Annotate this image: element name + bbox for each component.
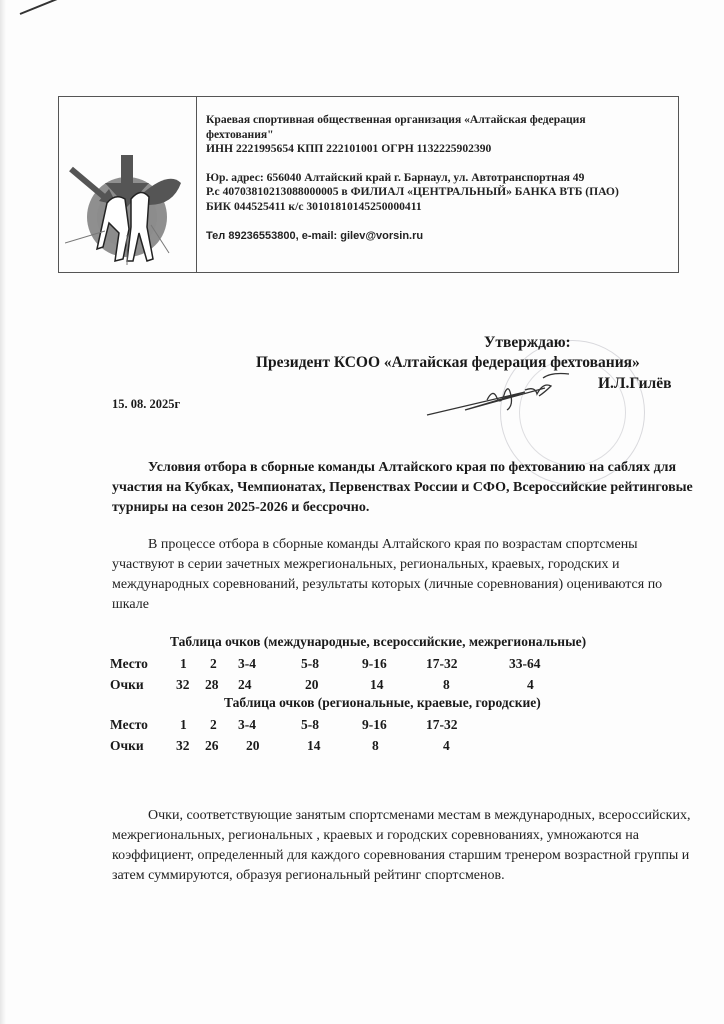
points-cell: 4 <box>443 738 450 753</box>
points-cell: 32 <box>176 738 190 753</box>
table-caption: Таблица очков (региональные, краевые, городские) <box>224 695 541 710</box>
org-bank-account: Р.с 40703810213088000005 в ФИЛИАЛ «ЦЕНТРАЛЬНЫЙ» БАНКА ВТБ (ПАО) <box>206 185 619 199</box>
points-cell: 8 <box>372 738 379 753</box>
place-cell: 9-16 <box>362 717 387 732</box>
place-cell: 1 <box>180 717 187 732</box>
place-cell: 9-16 <box>362 656 387 671</box>
fencing-emblem-icon <box>65 135 191 265</box>
approval-position: Президент КСОО «Алтайская федерация фехтования» <box>256 354 640 371</box>
points-cell: 4 <box>527 677 534 692</box>
points-label: Очки <box>110 738 144 753</box>
place-cell: 17-32 <box>426 717 458 732</box>
approval-title: Утверждаю: <box>484 334 571 351</box>
org-legal-address: Юр. адрес: 656040 Алтайский край г. Барнаул, ул. Автотранспортная 49 <box>206 170 585 184</box>
points-cell: 14 <box>370 677 384 692</box>
document-title: Условия отбора в сборные команды Алтайского края по фехтованию на саблях для участия на Кубках, Чемпионатах, Первенствах России и СФО, Всероссийские рейтинговые турниры на сезон 2025-2026 и бессрочно. <box>112 460 693 515</box>
org-contacts: Тел 89236553800, e-mail: gilev@vorsin.ru <box>206 229 424 242</box>
points-cell: 20 <box>305 677 319 692</box>
logo-cell <box>59 97 197 272</box>
org-name-line-2: фехтования" <box>206 127 274 141</box>
selection-process-paragraph: В процессе отбора в сборные команды Алтайского края по возрастам спортсмены участвуют в серии зачетных межрегиональных, региональных, краевых, городских и международных соревнований, результаты которых (личные соревнования) оцениваются по шкале <box>112 537 663 612</box>
place-label: Место <box>110 656 148 671</box>
points-label: Очки <box>110 677 144 692</box>
place-label: Место <box>110 717 148 732</box>
place-cell: 5-8 <box>301 656 319 671</box>
place-cell: 1 <box>180 656 187 671</box>
place-cell: 17-32 <box>426 656 458 671</box>
points-cell: 26 <box>205 738 219 753</box>
table-caption: Таблица очков (международные, всероссийские, межрегиональные) <box>170 634 587 649</box>
approval-name: И.Л.Гилёв <box>598 375 672 392</box>
org-tax-ids: ИНН 2221995654 КПП 222101001 ОГРН 1132225902390 <box>206 142 492 156</box>
points-cell: 24 <box>238 677 252 692</box>
letterhead-box <box>58 96 679 273</box>
place-cell: 2 <box>210 656 217 671</box>
org-bik: БИК 044525411 к/с 30101810145250000411 <box>206 199 422 213</box>
scan-edge-shadow <box>0 0 6 1024</box>
org-name-line-1: Краевая спортивная общественная организация «Алтайская федерация <box>206 113 586 126</box>
place-cell: 3-4 <box>238 656 256 671</box>
place-cell: 5-8 <box>301 717 319 732</box>
points-cell: 14 <box>307 738 321 753</box>
scoring-rules-paragraph: Очки, соответствующие занятым спортсменами местам в международных, всероссийских, межрегиональных, региональных , краевых и городских соревнованиях, умножаются на коэффициент, определенный для каждого соревнования старшим тренером возрастной группы и затем суммируются, образуя региональный рейтинг спортсменов. <box>112 808 691 883</box>
place-cell: 2 <box>210 717 217 732</box>
pen-mark <box>20 0 60 15</box>
organization-details <box>206 113 666 243</box>
points-cell: 20 <box>246 738 260 753</box>
points-cell: 28 <box>205 677 219 692</box>
signature-icon <box>425 370 595 420</box>
place-cell: 3-4 <box>238 717 256 732</box>
points-cell: 8 <box>443 677 450 692</box>
document-date: 15. 08. 2025г <box>112 397 181 411</box>
place-cell: 33-64 <box>509 656 541 671</box>
points-cell: 32 <box>176 677 190 692</box>
